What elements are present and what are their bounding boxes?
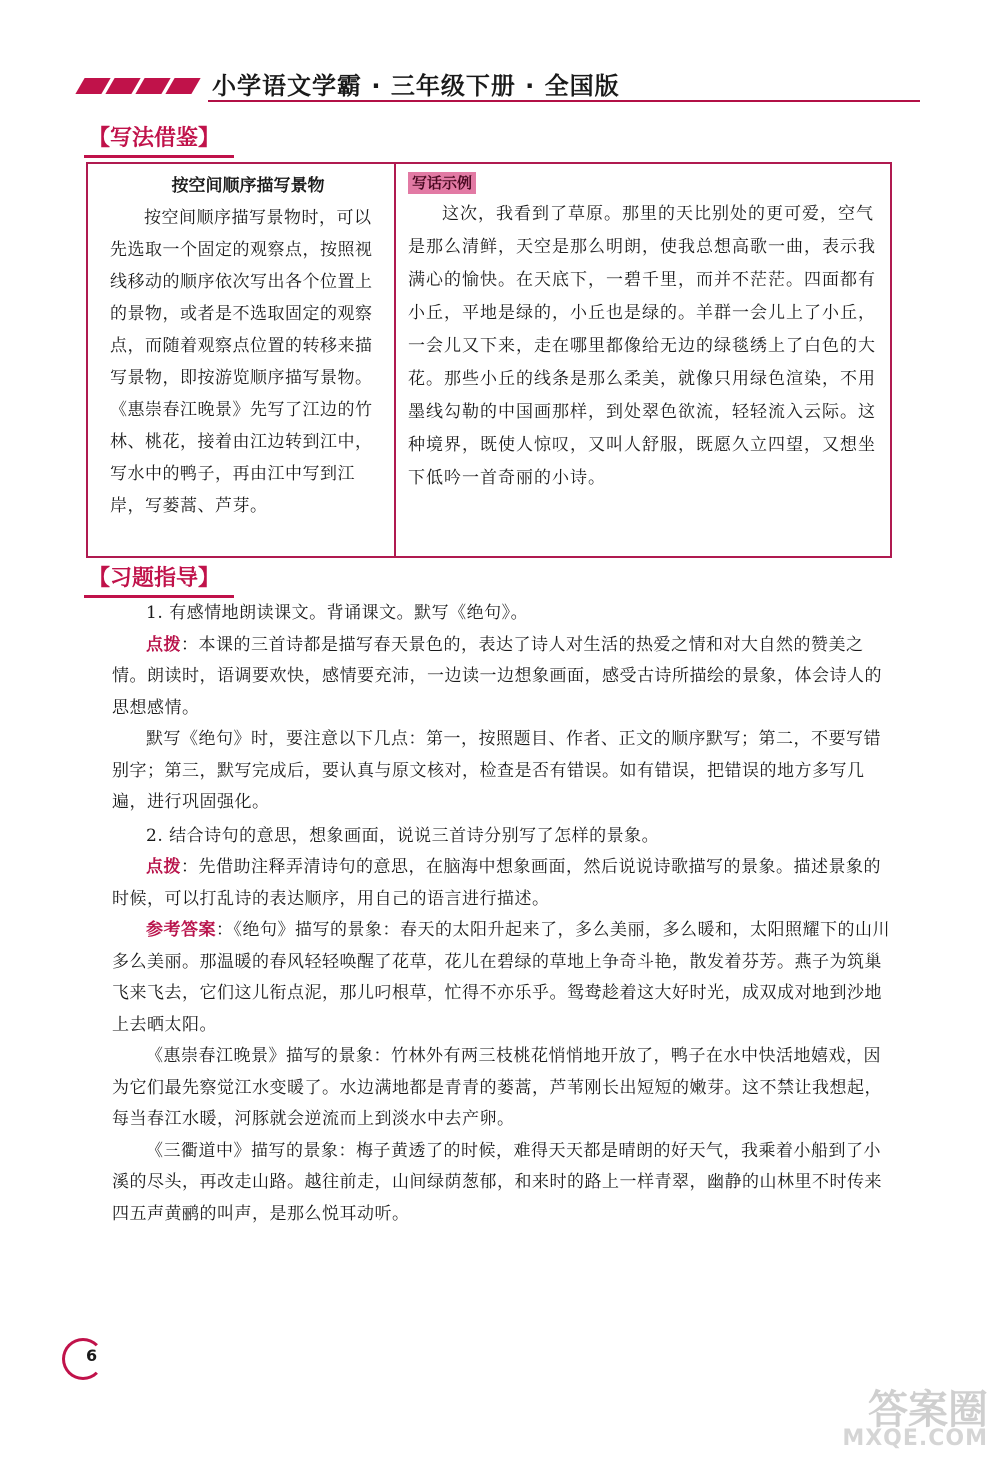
page-number	[62, 1338, 110, 1378]
page-number-text: 6	[86, 1346, 98, 1365]
question-2: 2. 结合诗句的意思，想象画面，说说三首诗分别写了怎样的景象。	[146, 825, 660, 846]
writing-method-subtitle: 按空间顺序描写景物	[171, 176, 325, 196]
writing-example-panel	[396, 164, 890, 556]
book-title: 小学语文学霸 · 三年级下册 · 全国版	[212, 72, 620, 100]
question-1: 1. 有感情地朗读课文。背诵课文。默写《绝句》。	[146, 603, 529, 623]
writing-method-text: 按空间顺序描写景物时，可以先选取一个固定的观察点，按照视线移动的顺序依次写出各个位置上的景物，或者是不选取固定的观察点，而随着观察点位置的转移来描写景物，即按游览顺序描写景物。《惠崇春江晚景》先写了江边的竹林、桃花，接着由江边转到江中，写水中的鸭子，再由江中写到江岸，写蒌蒿、芦芽。	[110, 208, 373, 516]
writing-method-panel	[88, 164, 396, 556]
hint-label: 点拨	[146, 634, 181, 655]
hint-label: 点拨	[146, 857, 181, 877]
watermark	[804, 1378, 994, 1458]
writing-example-tag: 写话示例	[408, 172, 476, 194]
page-number-ring-icon	[62, 1338, 104, 1380]
answer-3: 《三衢道中》描写的景象：梅子黄透了的时候，难得天天都是晴朗的好天气，我乘着小船到了小溪的尽头，再改走山路。越往前走，山间绿荫葱郁，和来时的路上一样青翠，幽静的山林里不时传来四五声黄鹂的叫声，是那么悦耳动听。	[112, 1140, 882, 1224]
writing-example-text: 这次，我看到了草原。那里的天比别处的更可爱，空气是那么清鲜，天空是那么明朗，使我总想高歌一曲，表示我满心的愉快。在天底下，一碧千里，而并不茫茫。四面都有小丘，平地是绿的，小丘也是绿的。羊群一会儿上了小丘，一会儿又下来，走在哪里都像给无边的绿毯绣上了白色的大花。那些小丘的线条是那么柔美，就像只用绿色渲染，不用墨线勾勒的中国画那样，到处翠色欲流，轻轻流入云际。这种境界，既使人惊叹，又叫人舒服，既愿久立四望，又想坐下低吟一首奇丽的小诗。	[408, 204, 876, 488]
question-1-hint	[112, 630, 896, 725]
header-rule	[208, 100, 920, 102]
page-header	[80, 62, 920, 106]
answer-1	[112, 915, 896, 1041]
writing-section-tag: 【写法借鉴】	[84, 122, 224, 156]
question-2-hint	[112, 852, 896, 915]
answer-label: 参考答案	[146, 920, 216, 940]
writing-box	[86, 162, 892, 558]
answer-text: ：《绝句》描写的景象：春天的太阳升起来了，多么美丽，多么暖和，太阳照耀下的山川多么美丽。那温暖的春风轻轻唤醒了花草，花儿在碧绿的草地上争奇斗艳，散发着芬芳。燕子为筑巢飞来飞去，它们这儿衔点泥，那儿叼根草，忙得不亦乐乎。鸳鸯趁着这大好时光，成双成对地到沙地上去晒太阳。	[112, 920, 890, 1035]
header-stripe	[165, 78, 200, 94]
header-stripes	[80, 78, 196, 94]
exercise-section	[112, 596, 896, 1230]
hint-text: ：先借助注释弄清诗句的意思，在脑海中想象画面，然后说说诗歌描写的景象。描述景象的时候，可以打乱诗的表达顺序，用自己的语言进行描述。	[112, 857, 881, 909]
watermark-url: MXQE.COM	[842, 1426, 988, 1451]
hint-text: ：本课的三首诗都是描写春天景色的，表达了诗人对生活的热爱之情和对大自然的赞美之情。朗读时，语调要欢快，感情要充沛，一边读一边想象画面，感受古诗所描绘的景象，体会诗人的思想感情。	[112, 634, 882, 718]
question-1-dictation: 默写《绝句》时，要注意以下几点：第一，按照题目、作者、正文的顺序默写；第二，不要写错别字；第三，默写完成后，要认真与原文核对，检查是否有错误。如有错误，把错误的地方多写几遍，进行巩固强化。	[112, 729, 881, 812]
watermark-logo: 答案圈	[868, 1387, 988, 1433]
exercise-section-tag: 【习题指导】	[84, 562, 224, 596]
answer-2: 《惠崇春江晚景》描写的景象：竹林外有两三枝桃花悄悄地开放了，鸭子在水中快活地嬉戏，因为它们最先察觉江水变暖了。水边满地都是青青的蒌蒿，芦苇刚长出短短的嫩芽。这不禁让我想起，每当春江水暖，河豚就会逆流而上到淡水中去产卵。	[112, 1046, 882, 1129]
